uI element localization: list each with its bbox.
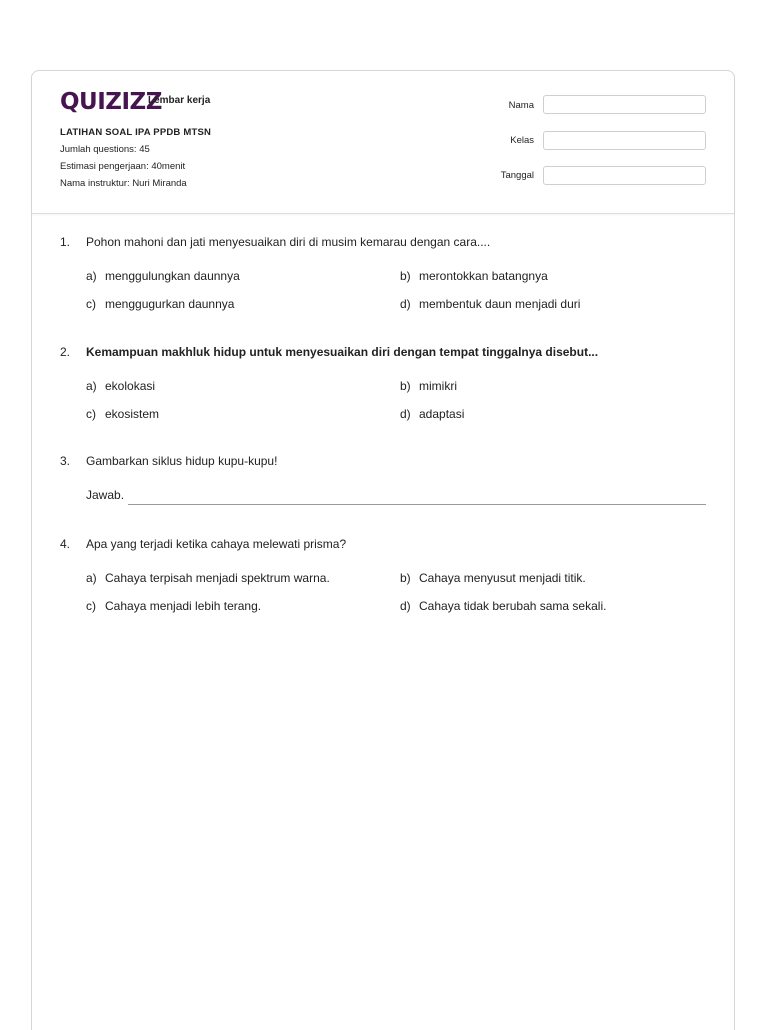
- option-4c[interactable]: [86, 599, 261, 613]
- option-text: Cahaya menyusut menjadi titik.: [419, 571, 586, 585]
- option-text: merontokkan batangnya: [419, 269, 548, 283]
- option-1a[interactable]: [86, 269, 240, 283]
- option-1b[interactable]: [400, 269, 548, 283]
- time-estimate: Estimasi pengerjaan: 40menit: [60, 161, 186, 172]
- date-label: Tanggal: [500, 170, 534, 181]
- option-label: d): [400, 407, 411, 421]
- option-4a[interactable]: [86, 571, 330, 585]
- option-label: d): [400, 297, 411, 311]
- option-label: c): [86, 297, 96, 311]
- option-text: Cahaya menjadi lebih terang.: [105, 599, 262, 613]
- date-field[interactable]: [543, 166, 706, 185]
- option-2b[interactable]: [400, 379, 457, 393]
- option-4d[interactable]: [400, 599, 606, 613]
- quizizz-logo: QUIZIZZ: [60, 89, 162, 115]
- question-number: 4.: [60, 537, 71, 551]
- worksheet: [31, 70, 735, 1030]
- question-text: Apa yang terjadi ketika cahaya melewati prisma?: [86, 537, 347, 551]
- option-4b[interactable]: [400, 571, 586, 585]
- option-label: b): [400, 379, 411, 393]
- option-text: ekolokasi: [105, 379, 156, 393]
- class-label: Kelas: [510, 135, 534, 146]
- option-text: mimikri: [419, 379, 457, 393]
- option-2d[interactable]: [400, 407, 464, 421]
- option-text: menggulungkan daunnya: [105, 269, 240, 283]
- question-text: Pohon mahoni dan jati menyesuaikan diri di musim kemarau dengan cara....: [86, 235, 491, 249]
- option-label: a): [86, 379, 97, 393]
- option-text: adaptasi: [419, 407, 465, 421]
- worksheet-header: [32, 71, 734, 214]
- option-text: membentuk daun menjadi duri: [419, 297, 581, 311]
- option-1d[interactable]: [400, 297, 580, 311]
- question-number: 3.: [60, 454, 71, 468]
- quiz-title: LATIHAN SOAL IPA PPDB MTSN: [60, 127, 212, 138]
- option-text: Cahaya tidak berubah sama sekali.: [419, 599, 607, 613]
- question-text: Gambarkan siklus hidup kupu-kupu!: [86, 454, 278, 468]
- question-text: Kemampuan makhluk hidup untuk menyesuaikan diri dengan tempat tinggalnya disebut...: [86, 345, 599, 359]
- question-count: Jumlah questions: 45: [60, 144, 150, 155]
- option-label: a): [86, 269, 97, 283]
- option-label: b): [400, 571, 411, 585]
- option-text: ekosistem: [105, 407, 160, 421]
- class-field[interactable]: [543, 131, 706, 150]
- instructor-name: Nama instruktur: Nuri Miranda: [60, 178, 187, 189]
- option-label: a): [86, 571, 97, 585]
- option-text: menggugurkan daunnya: [105, 297, 235, 311]
- option-2a[interactable]: [86, 379, 155, 393]
- option-text: Cahaya terpisah menjadi spektrum warna.: [105, 571, 330, 585]
- name-field[interactable]: [543, 95, 706, 114]
- answer-label: Jawab.: [86, 488, 125, 502]
- option-label: b): [400, 269, 411, 283]
- option-label: c): [86, 599, 96, 613]
- option-label: d): [400, 599, 411, 613]
- option-label: c): [86, 407, 96, 421]
- answer-line[interactable]: [128, 504, 706, 505]
- worksheet-subtitle: Lembar kerja: [148, 95, 211, 106]
- question-number: 1.: [60, 235, 71, 249]
- option-2c[interactable]: [86, 407, 159, 421]
- name-label: Nama: [508, 100, 534, 111]
- option-1c[interactable]: [86, 297, 234, 311]
- question-number: 2.: [60, 345, 71, 359]
